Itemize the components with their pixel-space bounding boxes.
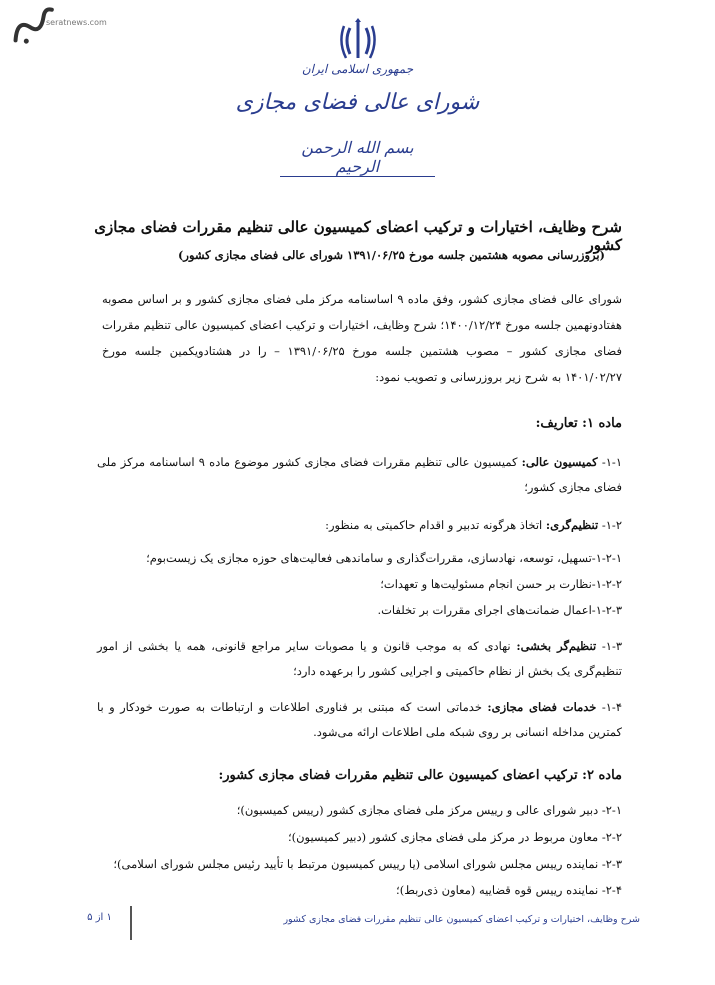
article-2-item — [97, 852, 622, 877]
article-1-subitem — [97, 572, 622, 597]
item-text: نماینده رییس قوه قضاییه (معاون ذی‌ربط)؛ — [396, 883, 599, 897]
iran-emblem-icon — [338, 18, 378, 62]
article-1-subitem — [97, 546, 622, 571]
article-1-heading: ماده ۱: تعاریف: — [535, 416, 622, 431]
article-2-heading: ماده ۲: ترکیب اعضای کمیسیون عالی تنظیم مقررات فضای مجازی کشور: — [218, 768, 622, 783]
item-text: نهادی که به موجب قانون و یا مصوبات سایر مراجع قانونی، همه یا بخشی از امور تنظیم‌گری یک بخش از نظام حاکمیتی و اجرایی کشور را برعهده دارد؛ — [97, 639, 622, 678]
item-lead: کمیسیون عالی: — [521, 455, 598, 469]
header-basmala: بسم الله الرحمن الرحیم — [280, 138, 435, 177]
item-number: ۱-۲- — [601, 518, 622, 532]
article-1-item — [97, 513, 622, 538]
intro-paragraph: شورای عالی فضای مجازی کشور، وفق ماده ۹ اساسنامه مرکز ملی فضای مجازی کشور و بر اساس مصوبه هفتادونهمین جلسه مورخ ۱۴۰۰/۱۲/۲۴؛ شرح وظایف، اختیارات و ترکیب اعضای کمیسیون عالی تنظیم مقررات فضای مجازی کشور – مصوب هشتمین جلسه مورخ ۱۳۹۱/۰۶/۲۵ – را در هشتادویکمین جلسه مورخ ۱۴۰۱/۰۲/۲۷ به شرح زیر بروزرسانی و تصویب نمود: — [102, 292, 622, 384]
watermark-url: seratnews.com — [46, 18, 107, 27]
item-text: کمیسیون عالی تنظیم مقررات فضای مجازی کشور موضوع ماده ۹ اساسنامه مرکز ملی فضای مجازی کشور؛ — [97, 455, 622, 494]
item-number: ۱-۲-۱- — [591, 551, 622, 565]
footer-divider — [130, 906, 132, 940]
item-lead: تنظیم‌گری: — [545, 518, 599, 532]
article-2-item — [97, 878, 622, 903]
item-number: ۱-۲-۲- — [591, 577, 622, 591]
item-number: ۱-۳- — [601, 639, 623, 653]
watermark — [8, 6, 107, 48]
item-number: ۱-۴- — [601, 700, 622, 714]
article-1-item — [97, 634, 622, 684]
item-lead: خدمات فضای مجازی: — [487, 700, 597, 714]
item-text: نماینده رییس مجلس شورای اسلامی (یا رییس کمیسیون مرتبط با تأیید رئیس مجلس شورای اسلامی)؛ — [113, 857, 599, 871]
item-text: اتخاذ هرگونه تدبیر و اقدام حاکمیتی به منظور: — [325, 518, 546, 532]
page-number: ۱ از ۵ — [87, 912, 112, 923]
article-1-subitem — [97, 598, 622, 623]
header-council: شورای عالی فضای مجازی — [235, 90, 480, 115]
item-number: ۲-۴- — [601, 883, 622, 897]
item-text: خدماتی است که مبتنی بر فناوری اطلاعات و ارتباطات به صورت خودکار و با کمترین مداخله انسانی بر روی شبکه ملی اطلاعات ارائه می‌شود. — [97, 700, 622, 739]
item-text: دبیر شورای عالی و رییس مرکز ملی فضای مجازی کشور (رییس کمیسیون)؛ — [236, 803, 599, 817]
article-2-item — [97, 798, 622, 823]
article-1-item — [97, 450, 622, 500]
article-1-item — [97, 695, 622, 745]
item-text: اعمال ضمانت‌های اجرای مقررات بر تخلفات. — [377, 603, 592, 617]
item-number: ۲-۲- — [601, 830, 622, 844]
item-lead: تنظیم‌گر بخشی: — [516, 639, 597, 653]
item-text: نظارت بر حسن انجام مسئولیت‌ها و تعهدات؛ — [380, 577, 592, 591]
article-2-item — [97, 825, 622, 850]
item-number: ۲-۳- — [601, 857, 622, 871]
header-republic: جمهوری اسلامی ایران — [301, 62, 414, 76]
item-number: ۲-۱- — [601, 803, 622, 817]
document-subtitle: (بروزرسانی مصوبه هشتمین جلسه مورخ ۱۳۹۱/۰۶/۲۵ شورای عالی فضای مجازی کشور) — [177, 248, 605, 262]
document-title: شرح وظایف، اختیارات و ترکیب اعضای کمیسیون عالی تنظیم مقررات فضای مجازی کشور — [94, 218, 622, 254]
item-number: ۱-۲-۳- — [591, 603, 622, 617]
item-number: ۱-۱- — [601, 455, 622, 469]
item-text: معاون مربوط در مرکز ملی فضای مجازی کشور (دبیر کمیسیون)؛ — [287, 830, 599, 844]
item-text: تسهیل، توسعه، نهادسازی، مقررات‌گذاری و ساماندهی فعالیت‌های حوزه مجازی یک زیست‌بوم؛ — [146, 551, 592, 565]
footer-text: شرح وظایف، اختیارات و ترکیب اعضای کمیسیون عالی تنظیم مقررات فضای مجازی کشور — [283, 914, 640, 925]
